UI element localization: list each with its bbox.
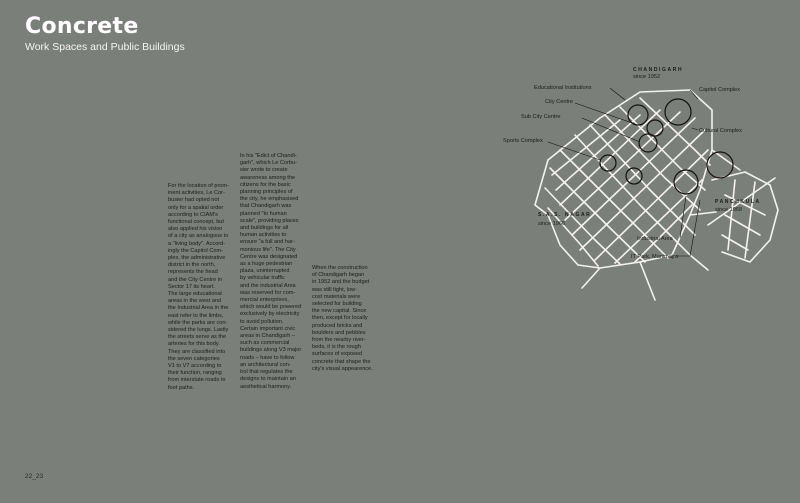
body-text-column-2: In his "Edict of Chandi- garh", which Le Corbu- sier wrote to create awareness among the citizens for the basic planning principles of the city, he emphasised that Chandigarh was planned "to human scale", providing places and buildings for all human activities to ensure "a full and har- monious life". The City Centre was designated as a huge pedestrian plaza, uninterrupted by vehicular traffic and the industrial Area was reserved for com- mercial enterprises, which would be powered exclusively by electricity to avoid pollution. Certain important civic areas in Chandigarh – such as commercial buildings along V3 major roads – have to follow an architectural con- trol that regulates the designs to maintain an aesthetical harmony. [240, 153, 302, 390]
page-subtitle: Work Spaces and Public Buildings [25, 41, 185, 53]
body-text-column-1: For the location of prom- inent activities, Le Cor- busier had opted not only for a spatial order according to CIAM's functional concept, but also applied his vision of a city as analogous to a "living body". Accord- ingly the Capitol Com- plex, the administrative district in the north, represents the head and the City Centre in Sector 17 its heart. The large educational areas in the west and the Industrial Area in the east refer to the limbs, while the parks are con- sidered the lungs. Lastly the streets serve as the arteries for this body. They are classified into the seven categories V1 to V7 according to their function, ranging from interstate roads to foot paths. [168, 183, 229, 391]
map-label-sub-city-centre: Sub City Centre [521, 114, 561, 120]
page-title: Concrete [25, 14, 139, 39]
sas-nagar-label: S.A.S. NAGAR [538, 212, 592, 218]
capitol-complex-circle [665, 99, 691, 125]
chandigarh-since-label: since 1952 [633, 74, 661, 80]
body-text-column-3: When the construction of Chandigarh began in 1952 and the budget was still tight, low- cost materials were selected for building the new capital. Since then, except for locally produced bricks and boulders and pebbles from the nearby river- beds, it is the rough surfaces of exposed concrete that shape the city's visual appearence. [312, 265, 373, 372]
map-label-sports-complex: Sports Complex [503, 138, 543, 144]
panchkula-label: PANCHKULA [715, 199, 761, 205]
panchkula-since-label: since 1968 [715, 207, 743, 213]
map-label-city-centre: City Centre [545, 99, 573, 105]
sas-nagar-since-label: since 1966 [538, 221, 566, 227]
sports-complex-circle [600, 155, 616, 171]
map-label-it-park: IT Park, Manimajra [631, 254, 679, 260]
map-label-educational: Educational Institutions [534, 85, 592, 91]
map-label-industrial-area: Industrial Area [637, 236, 673, 242]
educational-circle [628, 105, 648, 125]
road-network [535, 90, 778, 300]
chandigarh-label: CHANDIGARH [633, 67, 684, 73]
page-number: 22_23 [25, 473, 44, 480]
map-label-capitol-complex: Capitol Complex [699, 87, 741, 93]
map-label-cultural-complex: Cultural Complex [699, 128, 742, 134]
